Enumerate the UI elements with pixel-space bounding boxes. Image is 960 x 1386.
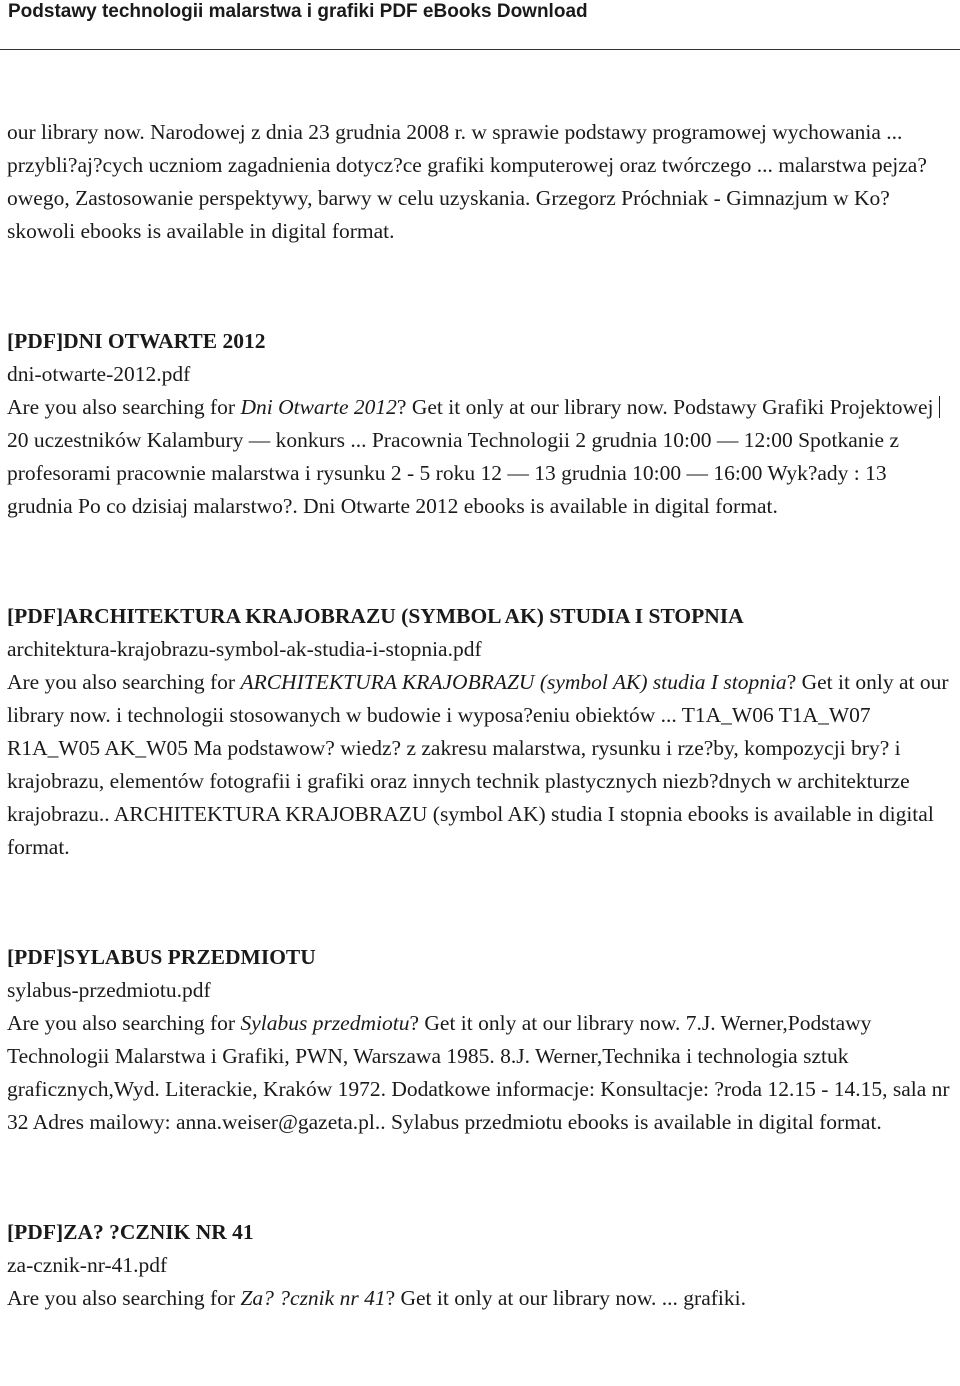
entry-body-text-continued: 20 uczestników Kalambury — konkurs ... Pracownia Technologii 2 grudnia 10:00 — 12:00 Spotkanie z profesorami pracownie malarstwa i rysunku 2 - 5 roku 12 — 13 grudnia 10:00 — 16:00 Wyk?ady : 13 grudnia Po co dzisiaj malarstwo?. Dni Otwarte 2012 ebooks is available in digital format.	[7, 428, 899, 518]
entry-body-text: ? Get it only at our library now. Podstawy Grafiki Projektowej	[396, 395, 934, 419]
entry-description	[7, 1007, 952, 1139]
entry-filename: sylabus-przedmiotu.pdf	[7, 978, 211, 1002]
entry-body-text: ? Get it only at our library now. ... grafiki.	[385, 1286, 746, 1310]
entry-body-text: ? Get it only at our library now. i technologii stosowanych w budowie i wyposa?eniu obiektów ... T1A_W06 T1A_W07 R1A_W05 AK_W05 Ma podstawow? wiedz? z zakresu malarstwa, rysunku i rze?by, kompozycji bry? i krajobrazu, elementów fotografii i grafiki oraz innych technik plastycznych niezb?dnych w architekturze krajobrazu.. ARCHITEKTURA KRAJOBRAZU (symbol AK) studia I stopnia ebooks is available in digital format.	[7, 670, 949, 859]
entry-description	[7, 666, 952, 864]
search-term: Za? ?cznik nr 41	[240, 1286, 386, 1310]
entry-body-text: ? Get it only at our library now. 7.J. Werner,Podstawy Technologii Malarstwa i Grafiki, PWN, Warszawa 1985. 8.J. Werner,Technika i technologia sztuk graficznych,Wyd. Literackie, Kraków 1972. Dodatkowe informacje: Konsultacje: ?roda 12.15 - 14.15, sala nr 32 Adres mailowy: anna.weiser@gazeta.pl.. Sylabus przedmiotu ebooks is available in digital format.	[7, 1011, 950, 1134]
entry-description	[7, 391, 952, 523]
vertical-bar-separator	[939, 396, 940, 418]
search-term: ARCHITEKTURA KRAJOBRAZU (symbol AK) studia I stopnia	[240, 670, 787, 694]
search-term: Sylabus przedmiotu	[240, 1011, 410, 1035]
entry-title[interactable]: [PDF]DNI OTWARTE 2012	[7, 329, 266, 353]
entry-filename: dni-otwarte-2012.pdf	[7, 362, 191, 386]
search-prefix: Are you also searching for	[7, 1286, 241, 1310]
document-body	[0, 116, 960, 1315]
entry-description	[7, 1282, 952, 1315]
entry-filename: architektura-krajobrazu-symbol-ak-studia-i-stopnia.pdf	[7, 637, 482, 661]
intro-paragraph: our library now. Narodowej z dnia 23 grudnia 2008 r. w sprawie podstawy programowej wychowania ... przybli?aj?cych uczniom zagadnienia dotycz?ce grafiki komputerowej oraz twórczego ... malarstwa pejza?owego, Zastosowanie perspektywy, barwy w celu uzyskania. Grzegorz Próchniak - Gimnazjum w Ko?skowoli ebooks is available in digital format.	[7, 120, 927, 243]
header-divider	[0, 49, 960, 50]
search-prefix: Are you also searching for	[7, 395, 241, 419]
search-prefix: Are you also searching for	[7, 1011, 241, 1035]
search-prefix: Are you also searching for	[7, 670, 241, 694]
entry-title[interactable]: [PDF]ARCHITEKTURA KRAJOBRAZU (SYMBOL AK) STUDIA I STOPNIA	[7, 604, 744, 628]
entry-filename: za-cznik-nr-41.pdf	[7, 1253, 168, 1277]
pdf-entry-zalacznik	[7, 1216, 952, 1315]
entry-title[interactable]: [PDF]ZA? ?CZNIK NR 41	[7, 1220, 254, 1244]
page-header-title: Podstawy technologii malarstwa i grafiki PDF eBooks Download	[8, 1, 588, 22]
pdf-entry-sylabus	[7, 941, 952, 1139]
pdf-entry-architektura	[7, 600, 952, 864]
pdf-entry-dni-otwarte	[7, 325, 952, 523]
entry-title[interactable]: [PDF]SYLABUS PRZEDMIOTU	[7, 945, 316, 969]
search-term: Dni Otwarte 2012	[240, 395, 397, 419]
